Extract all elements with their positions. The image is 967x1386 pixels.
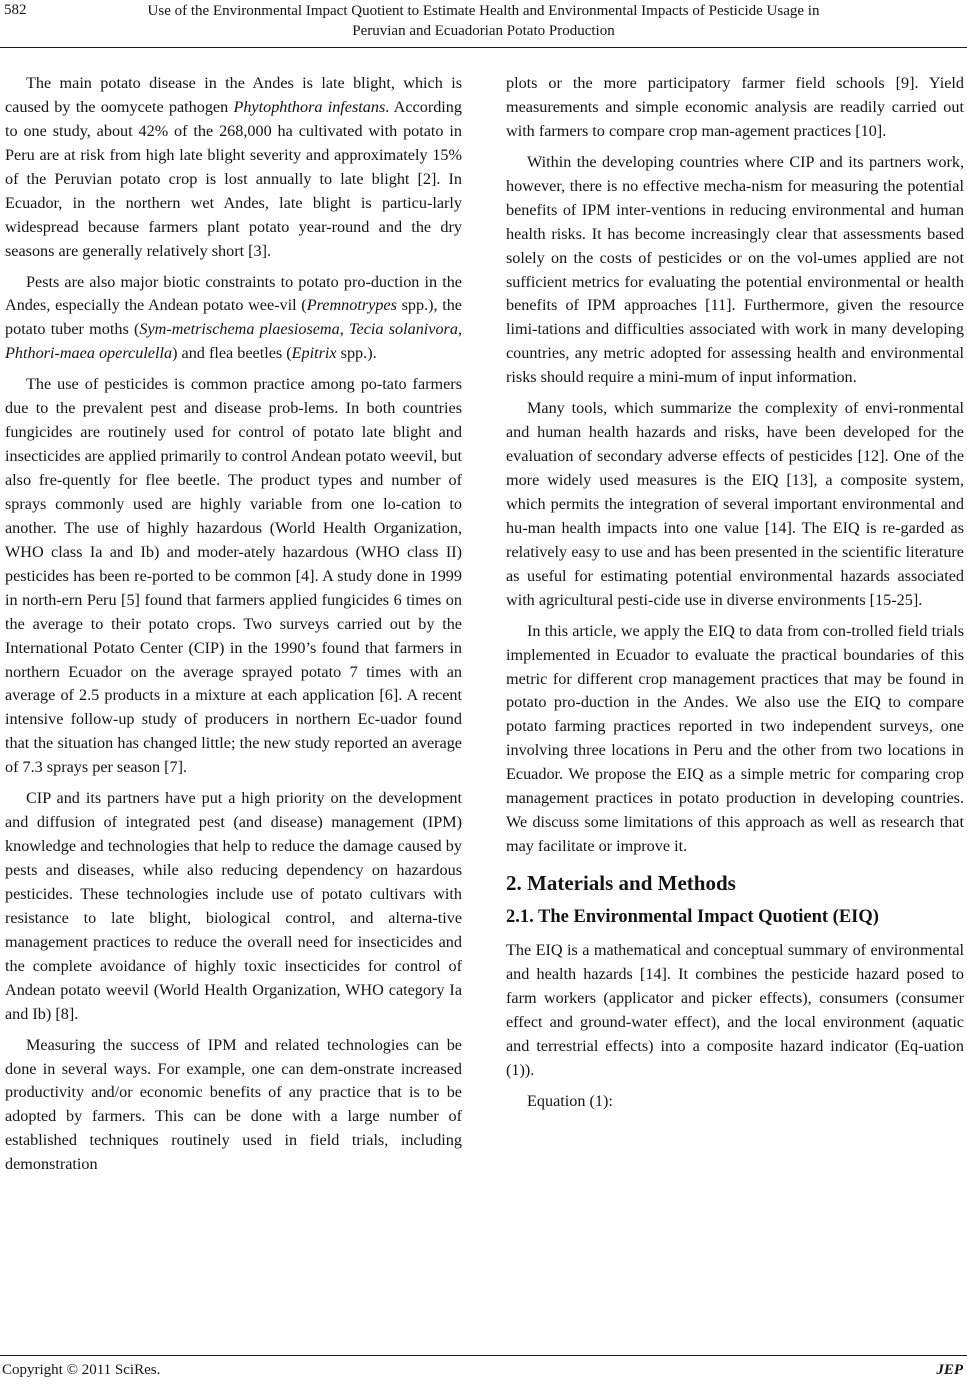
page-number: 582 [4, 2, 27, 18]
paragraph: Many tools, which summarize the complexity of envi-ronmental and human health hazards and risks, have been developed for the evaluation of secondary adverse effects of pesticides [12]. One of the more widely used measures is the EIQ [13], a composite system, which permits the integration of several important environmental and hu-man health impacts into one value [14]. The EIQ is re-garded as relatively easy to use and has been presented in the scientific literature as useful for estimating potential environmental hazards associated with agricultural pesti-cide use in diverse environments [15-25]. [506, 399, 964, 609]
paragraph: In this article, we apply the EIQ to data from con-trolled field trials implemented in Ecuador to evaluate the practical boundaries of this metric for different crop management practices that may be found in potato pro-duction in the Andes. We also use the EIQ to compare potato farming practices reported in two independent surveys, one involving three locations in Peru and the other from two locations in Ecuador. We propose the EIQ as a simple metric for comparing crop management practices in potato production in developing countries. We discuss some limitations of this approach as well as research that may facilitate or improve it. [506, 621, 964, 856]
subsection-heading: 2.1. The Environmental Impact Quotient (EIQ) [506, 907, 879, 927]
paragraph: Within the developing countries where CIP and its partners work, however, there is no effective mecha-nism for measuring the potential benefits of IPM inter-ventions in reducing environmental and human health risks. It has become increasingly clear that assessments based solely on the costs of pesticides or on the vol-umes applied are not sufficient metrics for evaluating the potential environmental or health benefits of IPM approaches [11]. Furthermore, given the resource limi-tations and difficulties associated with work in many developing countries, any metric adopted for assessing health and environmental risks should require a mini-mum of input information. [506, 152, 964, 387]
paragraph: CIP and its partners have put a high priority on the development and diffusion of integrated pest (and disease) management (IPM) knowledge and technologies that help to reduce the damage caused by pests and diseases, while also reducing dependency on hazardous pesticides. These technologies include use of potato cultivars with resistance to late blight, biological control, and alterna-tive management practices to reduce the overall need for insecticides and the complete avoidance of highly toxic insecticides for control of Andean potato weevil (World Health Organization, WHO category Ia and Ib) [8]. [5, 789, 462, 1023]
paragraph: Measuring the success of IPM and related technologies can be done in several ways. For example, one can dem-onstrate increased productivity and/or economic benefits of any practice that is to be adopted by farmers. This can be done with a large number of established techniques routinely used in field trials, including demonstration [5, 1035, 462, 1174]
paragraph: plots or the more participatory farmer field schools [9]. Yield measurements and simple economic analysis are readily carried out with farmers to compare crop man-agement practices [10]. [506, 74, 964, 140]
journal-abbreviation: JEP [936, 1362, 963, 1378]
paragraph: Pests are also major biotic constraints to potato pro-duction in the Andes, especially the Andean potato wee-vil (Premnotrypes spp.), the potato tuber moths (Sym-metrischema plaesiosema, Tecia solanivora, Phthori-maea operculella) and flea beetles (Epitrix spp.). [5, 272, 462, 363]
running-header [28, 1, 939, 41]
running-title-line-2: Peruvian and Ecuadorian Potato Production [352, 23, 615, 39]
copyright-notice: Copyright © 2011 SciRes. [2, 1362, 161, 1378]
species-name: Epitrix [291, 344, 337, 363]
species-name: Premnotrypes [306, 296, 397, 315]
section-heading: 2. Materials and Methods [506, 871, 736, 895]
species-name: Phthori-maea operculella [5, 344, 173, 363]
paragraph: The EIQ is a mathematical and conceptual summary of environmental and health hazards [14]. It combines the pesticide hazard posed to farm workers (applicator and picker effects), consumers (consumer effect and ground-water effect), and the local environment (aquatic and terrestrial effects) into a composite hazard indicator (Eq-uation (1)). [506, 941, 964, 1079]
species-name: Sym-metrischema plaesiosema [139, 320, 340, 339]
left-column [5, 72, 462, 1177]
footer-rule [0, 1355, 967, 1356]
paragraph: The main potato disease in the Andes is late blight, which is caused by the oomycete pathogen Phytophthora infestans. According to one study, about 42% of the 268,000 ha cultivated with potato in Peru are at risk from high late blight severity and approximately 15% of the Peruvian potato crop is lost annually to late blight [2]. In Ecuador, in the northern wet Andes, late blight is particu-larly widespread because farmers plant potato year-round and the dry seasons are generally relatively short [3]. [5, 74, 462, 260]
header-rule [0, 47, 967, 48]
equation-label: Equation (1): [527, 1091, 613, 1110]
running-title-line-1: Use of the Environmental Impact Quotient to Estimate Health and Environmental Impacts of Pesticide Usage in [147, 3, 820, 19]
paragraph: The use of pesticides is common practice among po-tato farmers due to the prevalent pest and disease prob-lems. In both countries fungicides are routinely used for control of potato late blight and insecticides are applied primarily to control Andean potato weevil, but also fre-quently for flee beetle. The product types and number of sprays commonly used are highly variable from one lo-cation to another. The use of highly hazardous (World Health Organization, WHO class Ia and Ib) and moder-ately hazardous (WHO class II) pesticides has been re-ported to be common [4]. A study done in 1999 in north-ern Peru [5] found that farmers applied fungicides 6 times on the average to their potato crops. Two surveys carried out by the International Potato Center (CIP) in the 1990’s found that farmers in northern Ecuador on the average sprayed potato 7 times with an average of 2.5 products in a mixture at each application [6]. A recent intensive follow-up study of producers in northern Ec-uador found that the situation has changed little; the new study reported an average of 7.3 sprays per season [7]. [5, 375, 462, 777]
right-column [506, 72, 964, 1114]
species-name: Tecia solanivora [349, 320, 458, 339]
species-name: Phytophthora infestans [233, 97, 386, 116]
